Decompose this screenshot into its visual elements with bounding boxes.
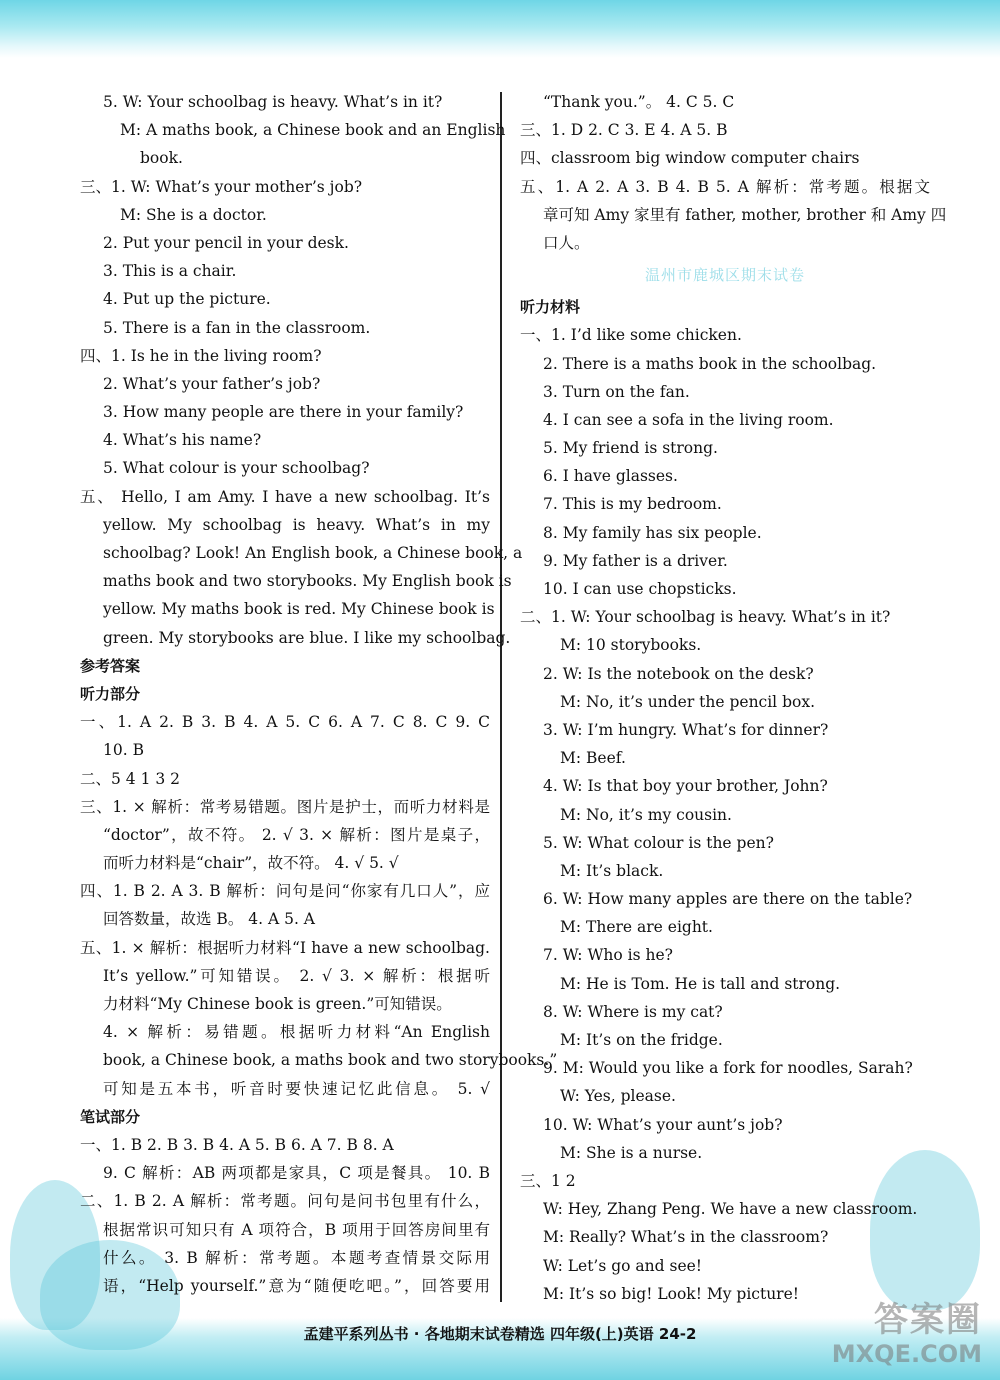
text-line: 三、1. D 2. C 3. E 4. A 5. B [520, 121, 728, 140]
text-line: 9. C 解析：AB 两项都是家具，C 项是餐具。 10. B [103, 1164, 490, 1183]
text-line: schoolbag? Look! An English book, a Chinese book, a [103, 544, 523, 562]
right-column [520, 88, 947, 1308]
text-line: 7. W: Who is he? [543, 946, 673, 965]
watermark-line1: 答案圈 [874, 1300, 982, 1340]
text-line: 五、1. × 解析：根据听力材料“I have a new schoolbag. [80, 938, 490, 957]
text-line: W: Hey, Zhang Peng. We have a new classroom. [543, 1200, 918, 1219]
text-line: 2. What’s your father’s job? [103, 374, 321, 393]
text-line: book, a Chinese book, a maths book and two storybooks.” [103, 1051, 558, 1070]
right-column-top [520, 88, 947, 257]
text-line: 笔试部分 [80, 1107, 141, 1126]
text-line: M: There are eight. [560, 918, 713, 937]
text-line: 四、classroom big window computer chairs [520, 149, 860, 168]
text-line: 3. How many people are there in your family? [103, 403, 464, 422]
text-line: 二、5 4 1 3 2 [80, 769, 181, 788]
text-line: 力材料“My Chinese book is green.”可知错误。 [103, 995, 452, 1013]
text-line: 三、1. W: What’s your mother’s job? [80, 177, 363, 196]
text-line: 3. This is a chair. [103, 262, 237, 281]
text-line: 3. W: I’m hungry. What’s for dinner? [543, 720, 829, 739]
text-line: 四、1. Is he in the living room? [80, 346, 322, 365]
watermark-line2: MXQE.COM [831, 1340, 982, 1368]
text-line: W: Let’s go and see! [543, 1256, 703, 1275]
text-line: 一、1. I’d like some chicken. [520, 326, 742, 345]
text-line: 可知是五本书，听音时要快速记忆此信息。 5. √ [103, 1079, 490, 1098]
text-line: M: Really? What’s in the classroom? [543, 1228, 829, 1247]
text-line: 根据常识可知只有 A 项符合，B 项用于回答房间里有 [103, 1220, 490, 1239]
text-line: M: It’s on the fridge. [560, 1031, 723, 1049]
text-line: green. My storybooks are blue. I like my schoolbag. [103, 628, 511, 647]
text-line: 4. I can see a sofa in the living room. [543, 410, 834, 429]
text-line: 4. × 解析：易错题。根据听力材料“An English [103, 1023, 490, 1042]
text-line: 5. What colour is your schoolbag? [103, 459, 370, 478]
text-line: book. [140, 149, 183, 168]
text-line: 一、1. A 2. B 3. B 4. A 5. C 6. A 7. C 8. C 9. C [80, 713, 490, 732]
text-line: 2. There is a maths book in the schoolbag. [543, 354, 877, 373]
text-line: 四、1. B 2. A 3. B 解析：问句是问“你家有几口人”，应 [80, 882, 490, 901]
text-line: 参考答案 [80, 656, 141, 675]
text-line: M: A maths book, a Chinese book and an English [120, 121, 506, 140]
text-line: 4. Put up the picture. [103, 290, 271, 309]
text-line: 而听力材料是“chair”，故不符。 4. √ 5. √ [103, 854, 399, 873]
text-line: 8. W: Where is my cat? [543, 1002, 723, 1021]
text-line: 二、1. B 2. A 解析：常考题。问句是问书包里有什么， [80, 1192, 490, 1211]
text-line: 五、1. A 2. A 3. B 4. B 5. A 解析：常考题。根据文 [520, 177, 930, 196]
text-line: 5. W: Your schoolbag is heavy. What’s in it? [103, 93, 443, 111]
text-line: 7. This is my bedroom. [543, 495, 722, 514]
text-line: 听力材料 [520, 298, 581, 317]
page-footer: 孟建平系列丛书 · 各地期末试卷精选 四年级(上)英语 24-2 [303, 1325, 697, 1343]
text-line: 口人。 [543, 233, 590, 252]
text-line: 五、 Hello, I am Amy. I have a new schoolbag. It’s [80, 487, 490, 506]
text-line: 5. W: What colour is the pen? [543, 833, 774, 852]
text-line: 3. Turn on the fan. [543, 382, 690, 401]
text-line: M: It’s black. [560, 861, 664, 880]
text-line: 一、1. B 2. B 3. B 4. A 5. B 6. A 7. B 8. A [80, 1135, 394, 1154]
text-line: 三、1. × 解析：常考易错题。图片是护士，而听力材料是 [80, 797, 490, 816]
text-line: 10. W: What’s your aunt’s job? [543, 1115, 783, 1134]
text-line: 听力部分 [80, 684, 141, 703]
watermark-logo [832, 1300, 982, 1368]
text-line: 4. W: Is that boy your brother, John? [543, 777, 828, 796]
text-line: M: Beef. [560, 749, 626, 768]
text-line: yellow. My schoolbag is heavy. What’s in my [103, 515, 490, 534]
text-line: 10. I can use chopsticks. [543, 580, 737, 598]
text-line: It’s yellow.”可知错误。 2. √ 3. × 解析：根据听 [103, 966, 490, 985]
text-line: maths book and two storybooks. My English book is [103, 572, 512, 591]
text-line: “Thank you.”。 4. C 5. C [543, 93, 735, 111]
text-line: 5. My friend is strong. [543, 439, 718, 458]
text-line: 9. M: Would you like a fork for noodles, Sarah? [543, 1059, 913, 1078]
text-line: 6. W: How many apples are there on the table? [543, 890, 913, 909]
text-line: 2. W: Is the notebook on the desk? [543, 664, 814, 683]
text-line: 回答数量，故选 B。 4. A 5. A [103, 910, 315, 929]
text-line: 10. B [103, 741, 144, 760]
column-divider [500, 92, 502, 1302]
text-line: 2. Put your pencil in your desk. [103, 233, 349, 252]
text-line: 9. My father is a driver. [543, 551, 728, 570]
text-line: 什么。 3. B 解析：常考题。本题考查情景交际用 [103, 1248, 490, 1267]
text-line: M: No, it’s my cousin. [560, 805, 732, 824]
text-line: “doctor”，故不符。 2. √ 3. × 解析：图片是桌子， [103, 825, 490, 844]
text-line: yellow. My maths book is red. My Chinese book is [103, 600, 495, 619]
text-line: 5. There is a fan in the classroom. [103, 318, 371, 337]
text-line: M: 10 storybooks. [560, 636, 702, 655]
text-line: 6. I have glasses. [543, 467, 678, 486]
text-line: 二、1. W: Your schoolbag is heavy. What’s in it? [520, 608, 891, 627]
right-column-bottom [520, 293, 930, 1308]
text-line: W: Yes, please. [560, 1087, 676, 1106]
text-line: M: He is Tom. He is tall and strong. [560, 974, 841, 993]
text-line: 4. What’s his name? [103, 431, 262, 450]
text-line: M: It’s so big! Look! My picture! [543, 1284, 799, 1303]
text-line: M: She is a doctor. [120, 205, 267, 224]
text-line: 三、1 2 [520, 1171, 576, 1190]
text-line: M: No, it’s under the pencil box. [560, 692, 815, 711]
text-line: 8. My family has six people. [543, 523, 762, 542]
text-line: 章可知 Amy 家里有 father, mother, brother 和 Amy 四 [543, 205, 947, 224]
text-line: 语，“Help yourself.”意为“随便吃吧。”，回答要用 [103, 1276, 490, 1295]
section-title: 温州市鹿城区期末试卷 [644, 266, 805, 285]
top-decorative-band [0, 0, 1000, 58]
text-line: M: She is a nurse. [560, 1143, 703, 1162]
